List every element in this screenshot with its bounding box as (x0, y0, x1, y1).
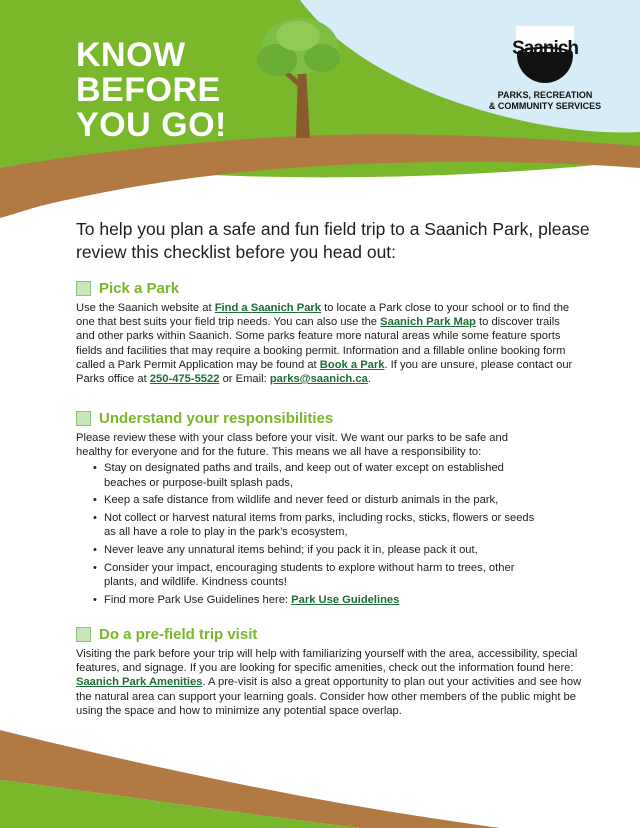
hero-line-3: YOU GO! (76, 106, 227, 144)
text: . A pre-visit is also a great opportunity to plan out your activities and see how the natural area can support your learning goals. Consider how other members of the public might be using the space and how to minimize any potential space overlap. (76, 676, 582, 717)
section-header (76, 408, 546, 428)
saanich-park-map-link[interactable]: Saanich Park Map (380, 316, 476, 329)
list-item: • Not collect or harvest natural items from parks, including rocks, sticks, flowers or seeds as all have a role to play in the park’s ecosystem, (76, 511, 546, 539)
section-paragraph: Please review these with your class before your visit. We want our parks to be safe and healthy for everyone and for the future. This means we all have a responsibility to: (76, 432, 508, 459)
text: Use the Saanich website at (76, 302, 215, 314)
logo-subtitle-line-1: PARKS, RECREATION (497, 90, 593, 100)
section-title: Do a pre-field trip visit (99, 625, 258, 643)
section-paragraph (76, 647, 586, 718)
section-title: Understand your responsibilities (99, 409, 334, 427)
section-header (76, 278, 576, 298)
section-title: Pick a Park (99, 279, 180, 297)
list-item: • Never leave any unnatural items behind; if you pack it in, please pack it out, (76, 543, 546, 557)
list-item: • Stay on designated paths and trails, and keep out of water except on established beaches or purpose-built splash pads, (76, 461, 546, 489)
logo-subtitle (470, 90, 620, 112)
section-pre-field-trip-visit (76, 624, 586, 718)
section-header (76, 624, 586, 644)
section-pick-a-park (76, 278, 576, 386)
text: . If you are unsure, please contact our Parks office at (76, 358, 573, 386)
book-a-park-link[interactable]: Book a Park (319, 358, 385, 371)
list-item: • Keep a safe distance from wildlife and never feed or disturb animals in the park, (76, 493, 546, 507)
responsibility-list (76, 461, 546, 607)
find-a-saanich-park-link[interactable]: Find a Saanich Park (214, 302, 322, 314)
logo-subtitle-line-2: & COMMUNITY SERVICES (488, 101, 602, 111)
logo-mark (512, 26, 578, 84)
email-link[interactable]: parks@saanich.ca (269, 373, 368, 386)
text: Visiting the park before your trip will help with familiarizing yourself with the area, accessibility, special features, and signage. If you are looking for specific amenities, check out the information found here: (76, 648, 578, 675)
logo-wordmark: Saanich (512, 38, 578, 59)
saanich-logo (470, 26, 620, 112)
checkbox-icon[interactable] (76, 411, 91, 426)
park-use-guidelines-link[interactable]: Park Use Guidelines (291, 594, 400, 606)
text: to locate a Park close to your school or to find the one that best suits your field trip needs. You can also use the (76, 302, 570, 329)
saanich-park-amenities-link[interactable]: Saanich Park Amenities (76, 676, 203, 689)
text: Find more Park Use Guidelines here: (104, 594, 292, 606)
checkbox-icon[interactable] (76, 281, 91, 296)
checkbox-icon[interactable] (76, 627, 91, 642)
list-item (76, 593, 546, 607)
text: or Email: (219, 373, 270, 386)
hero-line-1: KNOW (76, 36, 186, 74)
section-paragraph (76, 301, 576, 386)
list-item: • Consider your impact, encouraging students to explore without harm to trees, other plants, and wildlife. Kindness counts! (76, 561, 546, 589)
text: to discover trails and other parks within Saanich. Some parks feature more natural areas while some feature sports fields and facilities that may require a booking permit. Information and a fillable online booking form called a Park Permit Application may be found at (76, 316, 566, 371)
hero-line-2: BEFORE (76, 71, 221, 109)
hero-title (76, 38, 276, 143)
phone-link[interactable]: 250-475-5522 (149, 373, 220, 386)
section-responsibilities (76, 408, 546, 611)
intro-text: To help you plan a safe and fun field trip to a Saanich Park, please review this checklist before you head out: (76, 219, 590, 262)
text: . (367, 373, 371, 386)
